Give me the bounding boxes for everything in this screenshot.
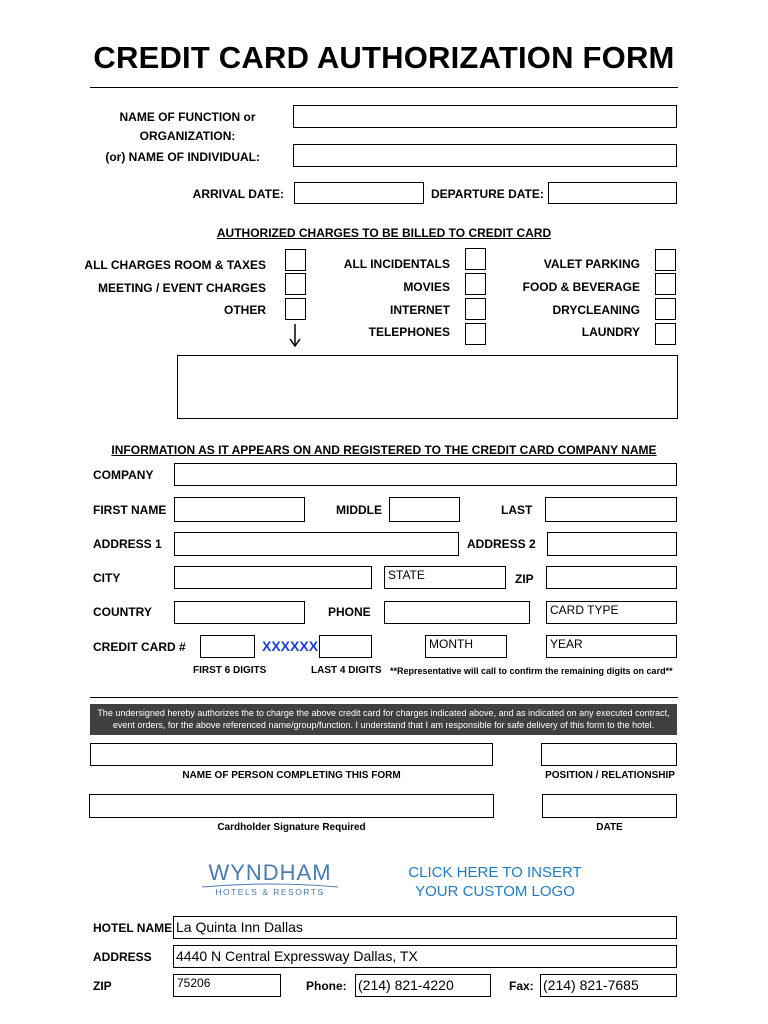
signature-field[interactable] [89, 794, 494, 818]
first-name-label: FIRST NAME [93, 503, 167, 517]
charge-label-incidentals: ALL INCIDENTALS [343, 257, 450, 271]
checkbox-telephones[interactable] [465, 323, 486, 345]
address1-field[interactable] [174, 532, 459, 556]
company-field[interactable] [174, 463, 677, 486]
position-field[interactable] [541, 743, 677, 766]
custom-logo-line-1: CLICK HERE TO INSERT [408, 864, 582, 881]
card-last4-field[interactable] [319, 635, 372, 658]
checkbox-laundry[interactable] [655, 323, 676, 345]
country-field[interactable] [174, 601, 305, 624]
middle-name-field[interactable] [389, 497, 460, 522]
masked-digits: XXXXXX [262, 638, 319, 654]
hotel-phone-field[interactable]: (214) 821-4220 [355, 974, 491, 997]
brand-name: WYNDHAM [208, 860, 332, 885]
charges-heading: AUTHORIZED CHARGES TO BE BILLED TO CREDIT CARD [216, 226, 552, 240]
address1-label: ADDRESS 1 [93, 537, 162, 551]
custom-logo-line-2: YOUR CUSTOM LOGO [415, 883, 575, 900]
function-label-2: ORGANIZATION: [139, 129, 236, 143]
checkbox-drycleaning[interactable] [655, 298, 676, 320]
middle-label: MIDDLE [336, 503, 382, 517]
checkbox-movies[interactable] [465, 273, 486, 295]
last-label: LAST [501, 503, 533, 517]
title-divider [90, 87, 678, 88]
charge-label-internet: INTERNET [390, 303, 450, 317]
hotel-fax-label: Fax: [509, 979, 534, 993]
brand-sub: HOTELS & RESORTS [215, 887, 325, 897]
auth-divider [90, 697, 678, 698]
charge-label-drycleaning: DRYCLEANING [552, 303, 640, 317]
hotel-address-field[interactable]: 4440 N Central Expressway Dallas, TX [173, 945, 677, 968]
address2-label: ADDRESS 2 [467, 537, 536, 551]
phone-label: PHONE [328, 605, 371, 619]
charge-label-other: OTHER [224, 303, 266, 317]
individual-name-field[interactable] [293, 144, 677, 167]
rep-note: **Representative will call to confirm the remaining digits on card** [390, 666, 673, 676]
month-field[interactable]: MONTH [425, 635, 507, 658]
completing-name-caption: NAME OF PERSON COMPLETING THIS FORM [182, 770, 401, 781]
charge-label-telephones: TELEPHONES [368, 325, 450, 339]
charge-label-food-beverage: FOOD & BEVERAGE [522, 280, 640, 294]
date-caption: DATE [596, 822, 623, 833]
first6-caption: FIRST 6 DIGITS [193, 665, 267, 676]
signature-caption: Cardholder Signature Required [217, 822, 366, 833]
hotel-zip-field[interactable]: 75206 [173, 974, 281, 997]
checkbox-food-beverage[interactable] [655, 273, 676, 295]
date-field[interactable] [542, 794, 677, 818]
hotel-address-label: ADDRESS [93, 950, 152, 964]
charge-label-meeting-event: MEETING / EVENT CHARGES [97, 281, 266, 295]
phone-field[interactable] [384, 601, 530, 624]
banner-line-1: The undersigned hereby authorizes the to charge the above credit card for charges indicated above, and as indicated on any executed contract, [97, 708, 670, 718]
position-caption: POSITION / RELATIONSHIP [545, 770, 675, 781]
arrival-date-field[interactable] [294, 182, 424, 204]
address2-field[interactable] [547, 532, 677, 556]
page-title: CREDIT CARD AUTHORIZATION FORM [93, 40, 675, 75]
card-first6-field[interactable] [200, 635, 255, 658]
city-label: CITY [93, 571, 121, 585]
hotel-name-label: HOTEL NAME [93, 921, 173, 935]
checkbox-valet[interactable] [655, 249, 676, 271]
zip-field[interactable] [546, 566, 677, 589]
checkbox-internet[interactable] [465, 298, 486, 320]
authorization-banner [90, 704, 677, 735]
first-name-field[interactable] [174, 497, 305, 522]
charge-label-movies: MOVIES [403, 280, 450, 294]
last4-caption: LAST 4 DIGITS [311, 665, 382, 676]
hotel-fax-field[interactable]: (214) 821-7685 [540, 974, 677, 997]
card-info-heading: INFORMATION AS IT APPEARS ON AND REGISTERED TO THE CREDIT CARD COMPANY NAME [111, 443, 657, 457]
function-label-1: NAME OF FUNCTION or [119, 110, 256, 124]
last-name-field[interactable] [545, 497, 677, 522]
city-field[interactable] [174, 566, 372, 589]
state-field[interactable]: STATE [384, 566, 506, 589]
country-label: COUNTRY [93, 605, 152, 619]
arrival-label: ARRIVAL DATE: [192, 187, 284, 201]
completing-name-field[interactable] [90, 743, 493, 766]
hotel-name-field[interactable]: La Quinta Inn Dallas [173, 916, 677, 939]
charge-label-room-taxes: ALL CHARGES ROOM & TAXES [84, 258, 266, 272]
other-charges-textarea[interactable] [177, 355, 678, 419]
departure-label: DEPARTURE DATE: [431, 187, 544, 201]
checkbox-incidentals[interactable] [465, 248, 486, 270]
zip-label: ZIP [515, 572, 534, 586]
hotel-phone-label: Phone: [306, 979, 347, 993]
charge-label-laundry: LAUNDRY [581, 325, 640, 339]
individual-label: (or) NAME OF INDIVIDUAL: [105, 150, 260, 164]
departure-date-field[interactable] [548, 182, 677, 204]
custom-logo-link[interactable] [395, 863, 595, 901]
banner-line-2: event orders, for the above referenced name/group/function. I understand that I am responsible for safe delivery of this form to the hotel. [112, 720, 655, 730]
hotel-zip-label: ZIP [93, 979, 112, 993]
company-label: COMPANY [93, 468, 154, 482]
function-name-field[interactable] [293, 105, 677, 128]
year-field[interactable]: YEAR [546, 635, 677, 658]
card-type-field[interactable]: CARD TYPE [546, 601, 677, 624]
brand-logo [200, 860, 340, 897]
credit-card-label: CREDIT CARD # [93, 640, 186, 654]
charge-label-valet: VALET PARKING [543, 257, 640, 271]
